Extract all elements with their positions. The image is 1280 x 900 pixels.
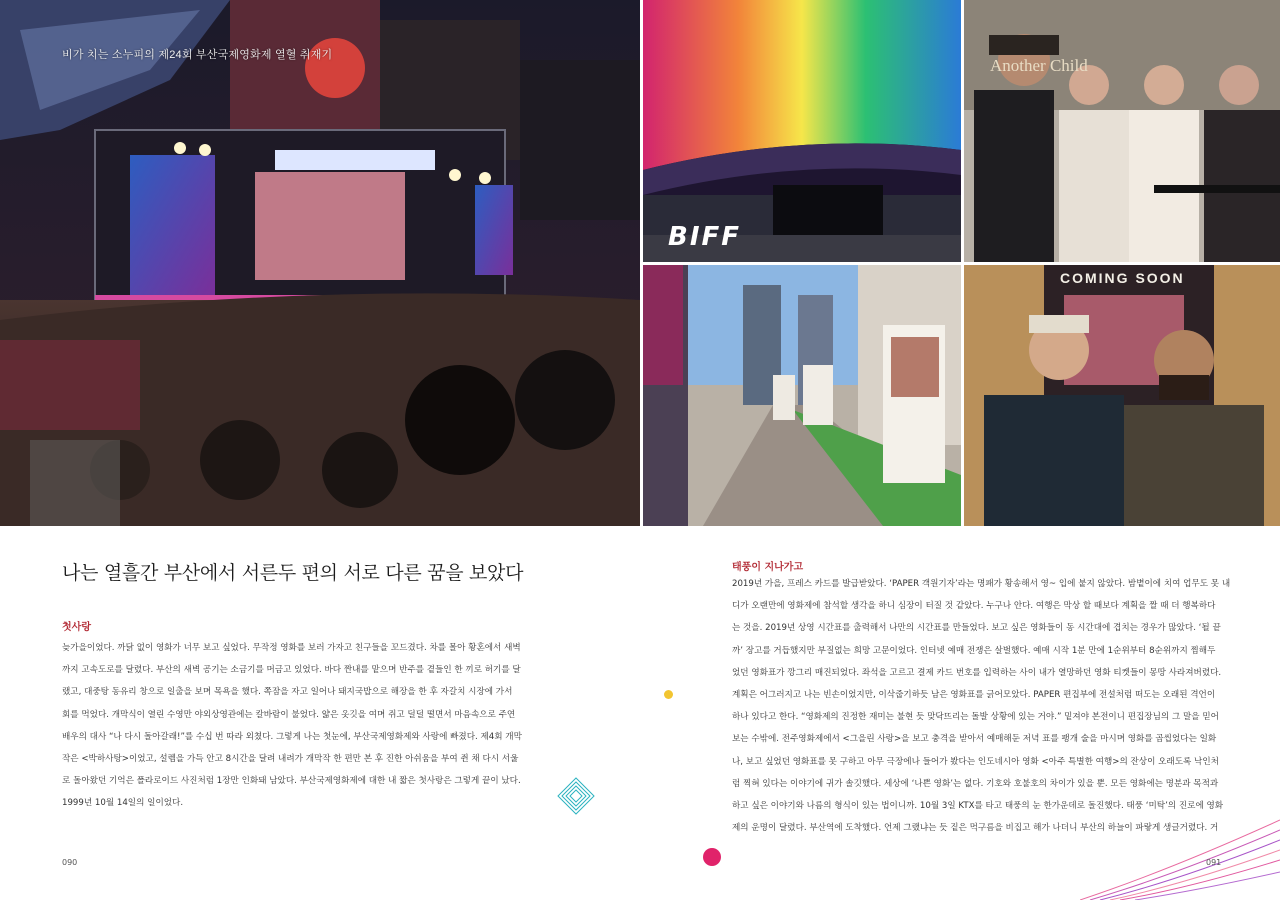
festival-street-photo — [643, 265, 961, 526]
body-line: 작은 <박하사탕>이었고, 설렘을 가득 안고 8시간을 달려 내려가 개막작 한 편만 본 후 진한 아쉬움을 부여 쥔 채 다시 서울 — [62, 754, 519, 765]
body-line: 계획은 어그러지고 나는 빈손이었지만, 이삭줍기하듯 남은 영화표를 긁어모았다. PAPER 편집부에 전설처럼 떠도는 오래된 격언이 — [732, 690, 1216, 701]
body-line: 하나 있다고 한다. “영화제의 진정한 재미는 불현 듯 맞닥뜨리는 돌발 상황에 있는 거야.” 밑져야 본전이니 편집장님의 그 말을 믿어 — [732, 712, 1219, 723]
body-line: 나, 보고 싶었던 영화표를 못 구하고 아무 극장에나 들어가 봤다는 인도네시아 영화 <아주 특별한 여행>의 잔상이 오래도록 낙인처 — [732, 756, 1219, 767]
body-line: 1999년 10월 14일의 일이었다. — [62, 798, 184, 809]
body-line: 랬고, 대중탕 동유리 창으로 일출을 보며 목욕을 했다. 쪽잠을 자고 일어나 돼지국밥으로 해장을 한 후 자갈치 시장에 가서 — [62, 687, 513, 698]
body-line: 배우의 대사 “나 다시 돌아갈래!”를 수십 번 따라 외쳤다. 그렇게 나는 첫눈에, 부산국제영화제와 사랑에 빠졌다. 제4회 개막 — [62, 731, 522, 742]
body-line: 까’ 장고를 거듭했지만 부질없는 희망 고문이었다. 인터넷 예매 전쟁은 살벌했다. 예매 시작 1분 만에 1순위부터 8순위까지 찜해두 — [732, 645, 1216, 656]
press-backdrop-text: Another Child — [990, 56, 1088, 75]
body-line: 로 돌아왔던 기억은 폴라로이드 사진처럼 1장만 인화돼 남았다. 부산국제영화제에 대한 내 짧은 첫사랑은 그렇게 끝이 났다. — [62, 776, 521, 787]
biff-sign: BIFF — [668, 222, 742, 252]
page-number-left: 090 — [62, 858, 78, 867]
body-line: 었던 영화표가 깡그리 매진되었다. 좌석을 고르고 결제 카드 번호를 입력하는 사이 내가 열망하던 영화 티켓들이 몽땅 사라져버렸다. — [732, 667, 1222, 678]
left-body-text — [62, 637, 574, 815]
body-line: 늦가을이었다. 까닭 없이 영화가 너무 보고 싶었다. 무작정 영화를 보러 가자고 친구들을 꼬드겼다. 차를 몰아 황혼에서 새벽 — [62, 643, 521, 653]
photo-caption: 비가 치는 소누피의 제24회 부산국제영화제 열혈 취재기 — [62, 49, 333, 61]
coming-soon-sign: COMING SOON — [1060, 270, 1185, 286]
press-conference-photo — [964, 0, 1280, 262]
body-line: 하고 싶은 이야기와 나름의 형식이 있는 법이니까. 10월 3일 KTX를 타고 태풍의 눈 한가운데로 돌진했다. 태풍 ‘미탁’의 진로에 영화 — [732, 801, 1224, 812]
diamond-pattern-decoration — [557, 777, 595, 815]
body-line: 회를 먹었다. 개막식이 열린 수영만 야외상영관에는 칼바람이 불었다. 얇은 옷깃을 여며 쥐고 덜덜 떨면서 마음속으로 주연 — [62, 709, 516, 720]
body-line: 럼 찍혀 있다는 이야기에 귀가 솔깃했다. 세상에 ‘나쁜 영화’는 없다. 기호와 호불호의 차이가 있을 뿐. 모든 영화에는 명분과 목적과 — [732, 778, 1219, 789]
article-headline: 나는 열흘간 부산에서 서른두 편의 서로 다른 꿈을 보았다 — [62, 562, 524, 584]
body-line: 는 것을. 2019년 상영 시간표를 출력해서 나만의 시간표를 만들었다. 보고 싶은 영화들이 동 시간대에 겹치는 경우가 많았다. ‘될 끝 — [732, 623, 1221, 634]
body-line: 디가 오랜만에 영화제에 참석할 생각을 하니 심장이 터질 것 같았다. 누구나 안다. 여행은 막상 할 때보다 계획을 짤 때 더 행복하다 — [732, 601, 1216, 612]
two-men-photo — [964, 265, 1280, 526]
magenta-dot-decoration — [703, 848, 721, 866]
section-title-first-love: 첫사랑 — [62, 622, 91, 633]
body-line: 보는 수밖에. 전주영화제에서 <그을린 사랑>을 보고 충격을 받아서 예매해둔 저녁 표를 팽개 술을 마시며 영화를 곱씹었다는 일화 — [732, 734, 1217, 745]
body-line: 2019년 가을, 프레스 카드를 발급받았다. ‘PAPER 객원기자’라는 명패가 황송해서 영~ 입에 붙지 않았다. 밤볕이에 치여 업무도 못 내 — [732, 579, 1231, 589]
page-number-right: 091 — [1206, 858, 1222, 867]
body-line: 제의 운명이 달렸다. 부산역에 도착했다. 언제 그랬냐는 듯 짙은 먹구름을 비집고 해가 나더니 부산의 하늘이 파랗게 생글거렸다. 거 — [732, 823, 1219, 834]
section-title-typhoon: 태풍이 지나가고 — [732, 562, 804, 573]
body-line: 까지 고속도로를 달렸다. 부산의 새벽 공기는 소금기를 머금고 있었다. 바다 짠내를 맡으며 반주를 곁들인 한 끼로 허기를 달 — [62, 665, 521, 676]
festival-stage-photo — [0, 0, 640, 526]
yellow-dot-decoration — [664, 690, 673, 699]
wave-lines-decoration — [1080, 800, 1280, 900]
